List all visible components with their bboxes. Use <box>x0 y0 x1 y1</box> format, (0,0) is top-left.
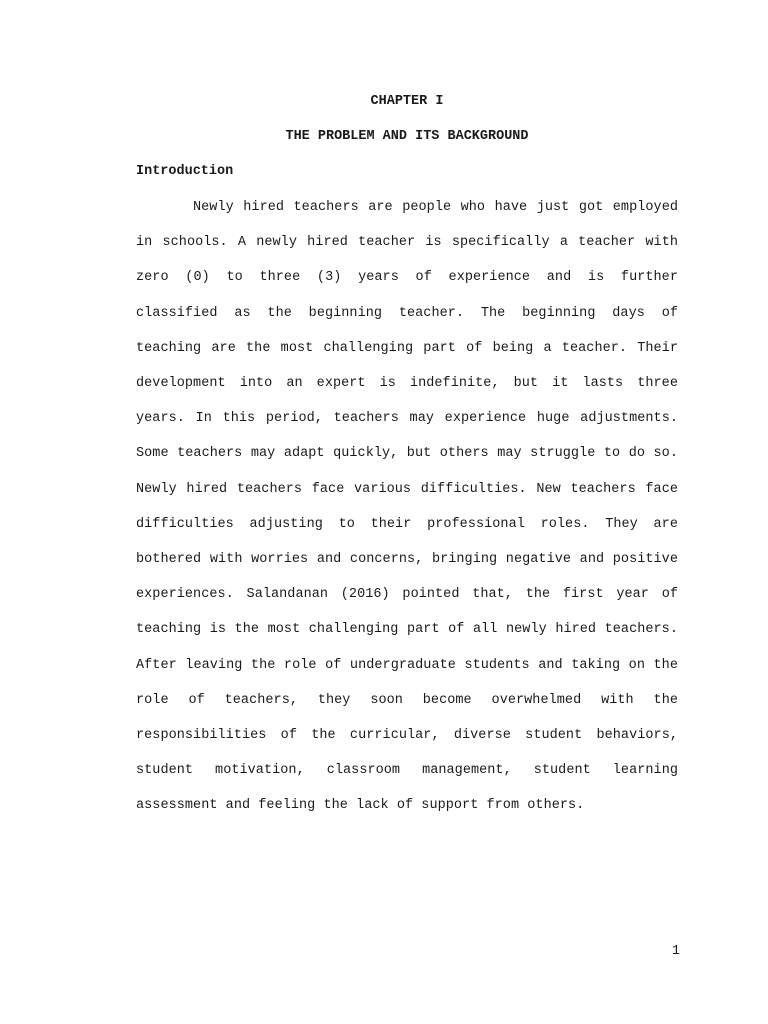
chapter-title: THE PROBLEM AND ITS BACKGROUND <box>285 129 529 144</box>
section-heading: Introduction <box>136 164 234 179</box>
body-paragraph: Newly hired teachers are people who have just got employed in schools. A newly hired teacher is specifically a teacher with zero (0) to three (3) years of experience and is further classified as the beginning teacher. The beginning days of teaching are the most challenging part of being a teacher. Their development into an expert is indefinite, but it lasts three years. In this period, teachers may experience huge adjustments. Some teachers may adapt quickly, but others may struggle to do so. Newly hired teachers face various difficulties. New teachers face difficulties adjusting to their professional roles. They are bothered with worries and concerns, bringing negative and positive experiences. Salandanan (2016) pointed that, the first year of teaching is the most challenging part of all newly hired teachers. After leaving the role of undergraduate students and taking on the role of teachers, they soon become overwhelmed with the responsibilities of the curricular, diverse student behaviors, student motivation, classroom management, student learning assessment and feeling the lack of support from others. <box>136 200 678 814</box>
page-number: 1 <box>671 944 680 959</box>
chapter-label: CHAPTER I <box>370 94 444 109</box>
